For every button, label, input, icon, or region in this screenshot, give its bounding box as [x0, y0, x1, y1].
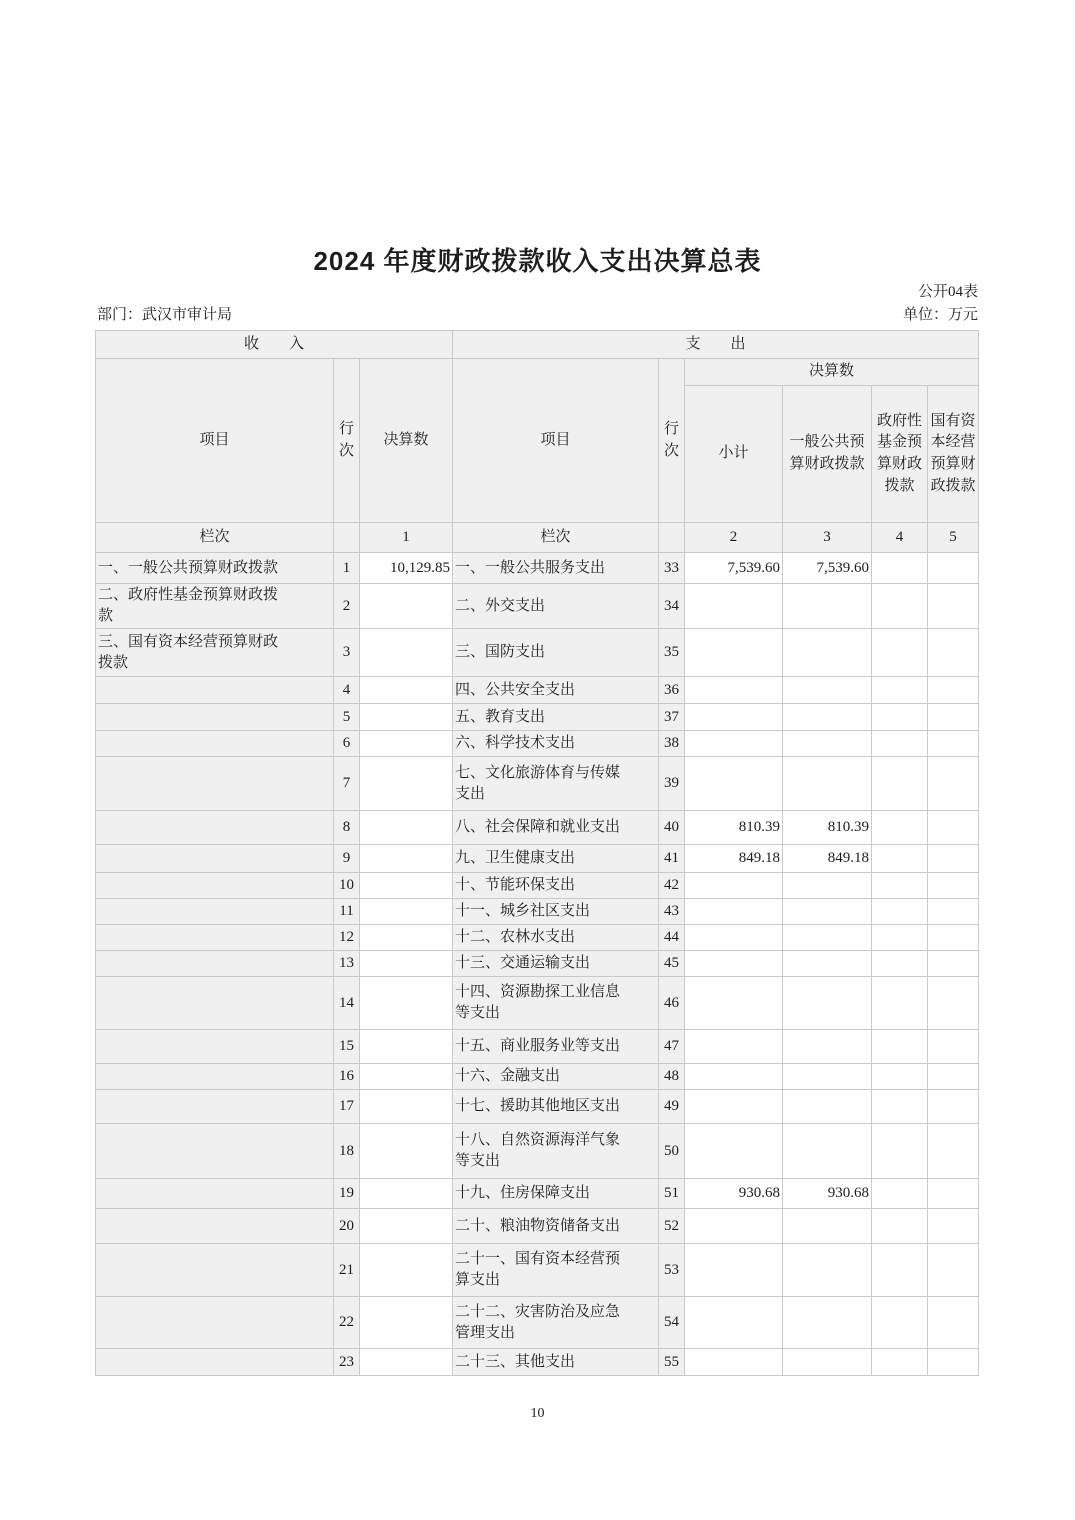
income-line-cell: 18 [334, 1124, 360, 1179]
expense-item-cell [453, 873, 659, 899]
income-value-cell [360, 731, 453, 757]
state-capital-value-cell [928, 1209, 979, 1244]
expense-line-cell: 42 [659, 873, 685, 899]
subtotal-value-cell [685, 925, 783, 951]
general-budget-value-cell: 930.68 [783, 1179, 872, 1209]
state-capital-value-cell [928, 1349, 979, 1376]
gov-fund-value-cell [872, 584, 928, 629]
general-budget-value-cell [783, 1349, 872, 1376]
expense-item-cell-text: 十一、城乡社区支出 [455, 903, 591, 920]
expense-index-label: 栏次 [453, 523, 659, 553]
table-row [96, 677, 979, 704]
income-item-cell [96, 629, 334, 677]
expense-item-cell-text: 十四、资源勘探工业信息等支出 [455, 984, 621, 1021]
expense-item-cell [453, 1030, 659, 1064]
expense-line-cell: 50 [659, 1124, 685, 1179]
income-item-cell [96, 1244, 334, 1297]
income-item-cell [96, 925, 334, 951]
income-value-cell [360, 811, 453, 845]
table-row [96, 584, 979, 629]
gov-fund-budget-header: 政府性基金预算财政拨款 [872, 386, 928, 523]
subtotal-value-cell [685, 1209, 783, 1244]
income-item-cell-text: 一、一般公共预算财政拨款 [98, 559, 279, 576]
expense-line-cell: 47 [659, 1030, 685, 1064]
income-line-cell: 17 [334, 1090, 360, 1124]
subtotal-value-cell [685, 704, 783, 731]
expense-line-cell: 52 [659, 1209, 685, 1244]
expense-group-header: 支 出 [453, 331, 979, 359]
state-capital-value-cell [928, 1179, 979, 1209]
table-row [96, 1244, 979, 1297]
expense-item-cell-text: 九、卫生健康支出 [455, 850, 576, 867]
table-row [96, 1209, 979, 1244]
state-capital-value-cell [928, 811, 979, 845]
income-value-cell [360, 1244, 453, 1297]
income-value-cell [360, 977, 453, 1030]
general-budget-value-cell [783, 584, 872, 629]
general-budget-value-cell [783, 1244, 872, 1297]
income-value-cell [360, 677, 453, 704]
state-capital-value-cell [928, 1090, 979, 1124]
gov-fund-value-cell [872, 977, 928, 1030]
expense-item-cell [453, 731, 659, 757]
general-budget-value-cell [783, 629, 872, 677]
subtotal-value-cell [685, 629, 783, 677]
expense-item-cell-text: 二十一、国有资本经营预算支出 [455, 1251, 621, 1288]
income-item-cell [96, 899, 334, 925]
gov-fund-value-cell [872, 1209, 928, 1244]
state-capital-value-cell [928, 899, 979, 925]
income-line-cell: 12 [334, 925, 360, 951]
table-row [96, 704, 979, 731]
gov-fund-value-cell [872, 1124, 928, 1179]
income-item-cell [96, 1030, 334, 1064]
income-value-cell [360, 1349, 453, 1376]
income-item-cell [96, 1124, 334, 1179]
expense-item-cell-text: 六、科学技术支出 [455, 735, 576, 752]
income-line-cell: 7 [334, 757, 360, 811]
general-col-index: 3 [783, 523, 872, 553]
expense-line-cell: 44 [659, 925, 685, 951]
income-line-cell: 23 [334, 1349, 360, 1376]
expense-item-cell [453, 629, 659, 677]
gov-fund-value-cell [872, 951, 928, 977]
expense-item-cell [453, 553, 659, 584]
gov-fund-value-cell [872, 1030, 928, 1064]
income-line-cell: 16 [334, 1064, 360, 1090]
general-budget-value-cell [783, 1090, 872, 1124]
expense-item-cell [453, 1209, 659, 1244]
state-capital-budget-header: 国有资本经营预算财政拨款 [928, 386, 979, 523]
expense-item-cell-text: 十六、金融支出 [455, 1068, 561, 1085]
table-row [96, 1090, 979, 1124]
expense-line-cell: 37 [659, 704, 685, 731]
income-item-cell [96, 1209, 334, 1244]
subtotal-value-cell [685, 1030, 783, 1064]
income-value-cell [360, 1064, 453, 1090]
income-value-cell [360, 1124, 453, 1179]
income-item-cell-text: 三、国有资本经营预算财政拨款 [98, 633, 279, 671]
income-value-cell [360, 873, 453, 899]
gov-fund-value-cell [872, 757, 928, 811]
expense-item-cell-text: 十二、农林水支出 [455, 929, 576, 946]
table-row [96, 1030, 979, 1064]
income-item-cell [96, 845, 334, 873]
income-value-cell [360, 1179, 453, 1209]
income-index-blank [334, 523, 360, 553]
income-item-cell [96, 704, 334, 731]
subtotal-value-cell [685, 1349, 783, 1376]
income-line-cell: 19 [334, 1179, 360, 1209]
income-line-cell: 5 [334, 704, 360, 731]
expense-item-cell-text: 二十二、灾害防治及应急管理支出 [455, 1303, 621, 1341]
state-capital-value-cell [928, 951, 979, 977]
income-item-cell [96, 1179, 334, 1209]
income-line-cell: 2 [334, 584, 360, 629]
income-group-header: 收 入 [96, 331, 453, 359]
state-capital-value-cell [928, 1064, 979, 1090]
final-group-header-row [96, 359, 979, 386]
expense-item-cell-text: 七、文化旅游体育与传媒支出 [455, 764, 621, 802]
income-col-index: 1 [360, 523, 453, 553]
expense-item-cell-text: 二十、粮油物资储备支出 [455, 1217, 621, 1234]
gov-fund-value-cell [872, 925, 928, 951]
income-item-cell [96, 873, 334, 899]
state-capital-value-cell [928, 845, 979, 873]
fund-col-index: 4 [872, 523, 928, 553]
table-row [96, 811, 979, 845]
expense-line-cell: 53 [659, 1244, 685, 1297]
income-line-cell: 1 [334, 553, 360, 584]
expense-item-cell-text: 十九、住房保障支出 [455, 1185, 591, 1202]
income-value-cell [360, 899, 453, 925]
state-capital-value-cell [928, 584, 979, 629]
income-item-cell [96, 584, 334, 629]
expense-item-cell-text: 三、国防支出 [455, 644, 546, 661]
income-line-cell: 3 [334, 629, 360, 677]
expense-line-cell: 41 [659, 845, 685, 873]
table-row [96, 1297, 979, 1349]
income-line-cell: 21 [334, 1244, 360, 1297]
expense-item-cell-text: 十七、援助其他地区支出 [455, 1098, 621, 1115]
income-line-cell: 13 [334, 951, 360, 977]
table-row [96, 951, 979, 977]
expense-line-cell: 35 [659, 629, 685, 677]
gov-fund-value-cell [872, 873, 928, 899]
subtotal-value-cell [685, 1064, 783, 1090]
gov-fund-value-cell [872, 1090, 928, 1124]
income-final-header: 决算数 [360, 359, 453, 523]
subtotal-value-cell: 810.39 [685, 811, 783, 845]
gov-fund-value-cell [872, 899, 928, 925]
subtotal-value-cell: 7,539.60 [685, 553, 783, 584]
expense-item-cell [453, 757, 659, 811]
general-budget-value-cell: 849.18 [783, 845, 872, 873]
general-budget-value-cell [783, 1124, 872, 1179]
expense-line-cell: 48 [659, 1064, 685, 1090]
subtotal-value-cell [685, 1297, 783, 1349]
general-budget-value-cell [783, 677, 872, 704]
income-item-cell [96, 977, 334, 1030]
income-value-cell [360, 951, 453, 977]
subtotal-value-cell [685, 731, 783, 757]
state-capital-value-cell [928, 1297, 979, 1349]
gov-fund-value-cell [872, 677, 928, 704]
gov-fund-value-cell [872, 811, 928, 845]
expense-item-cell [453, 845, 659, 873]
expense-item-cell-text: 十八、自然资源海洋气象等支出 [455, 1132, 621, 1169]
expense-line-cell: 36 [659, 677, 685, 704]
state-capital-value-cell [928, 977, 979, 1030]
capital-col-index: 5 [928, 523, 979, 553]
general-budget-value-cell [783, 1064, 872, 1090]
income-item-cell [96, 1349, 334, 1376]
income-value-cell [360, 845, 453, 873]
income-item-cell [96, 731, 334, 757]
table-row [96, 1064, 979, 1090]
subtotal-value-cell [685, 951, 783, 977]
income-item-cell [96, 757, 334, 811]
expense-item-cell [453, 951, 659, 977]
subtotal-value-cell [685, 977, 783, 1030]
subtotal-value-cell [685, 757, 783, 811]
income-item-header: 项目 [96, 359, 334, 523]
income-item-cell [96, 1090, 334, 1124]
subtotal-header: 小计 [685, 386, 783, 523]
state-capital-value-cell [928, 1124, 979, 1179]
table-row [96, 553, 979, 584]
income-line-cell: 10 [334, 873, 360, 899]
table-row [96, 977, 979, 1030]
expense-item-cell-text: 十、节能环保支出 [455, 877, 576, 894]
subtotal-value-cell [685, 873, 783, 899]
gov-fund-value-cell [872, 845, 928, 873]
gov-fund-value-cell [872, 1244, 928, 1297]
expense-line-cell: 54 [659, 1297, 685, 1349]
expense-line-cell: 45 [659, 951, 685, 977]
state-capital-value-cell [928, 1030, 979, 1064]
table-body [96, 553, 979, 1376]
table-row [96, 629, 979, 677]
state-capital-value-cell [928, 873, 979, 899]
expense-item-cell [453, 677, 659, 704]
expense-item-cell [453, 1179, 659, 1209]
expense-line-cell: 46 [659, 977, 685, 1030]
expense-line-cell: 49 [659, 1090, 685, 1124]
income-item-cell [96, 811, 334, 845]
expense-line-cell: 34 [659, 584, 685, 629]
income-line-cell: 22 [334, 1297, 360, 1349]
table-row [96, 1179, 979, 1209]
general-budget-value-cell [783, 873, 872, 899]
income-line-cell: 11 [334, 899, 360, 925]
gov-fund-value-cell [872, 1349, 928, 1376]
income-value-cell [360, 925, 453, 951]
gov-fund-value-cell [872, 1064, 928, 1090]
income-value-cell [360, 584, 453, 629]
gov-fund-value-cell [872, 553, 928, 584]
state-capital-value-cell [928, 704, 979, 731]
table-row [96, 925, 979, 951]
expense-line-cell: 40 [659, 811, 685, 845]
income-value-cell [360, 1297, 453, 1349]
expense-item-cell-text: 四、公共安全支出 [455, 681, 576, 698]
gov-fund-value-cell [872, 731, 928, 757]
column-index-row [96, 523, 979, 553]
table-row [96, 1349, 979, 1376]
general-budget-header: 一般公共预算财政拨款 [783, 386, 872, 523]
subtotal-value-cell [685, 1244, 783, 1297]
expense-item-cell [453, 584, 659, 629]
general-budget-value-cell [783, 1030, 872, 1064]
table-row [96, 757, 979, 811]
subtotal-value-cell [685, 677, 783, 704]
income-line-cell: 20 [334, 1209, 360, 1244]
income-item-cell [96, 1297, 334, 1349]
budget-table [95, 330, 979, 1376]
subtotal-value-cell: 930.68 [685, 1179, 783, 1209]
income-line-cell: 6 [334, 731, 360, 757]
gov-fund-value-cell [872, 629, 928, 677]
income-line-no-header: 行次 [334, 359, 360, 523]
expense-item-cell [453, 1244, 659, 1297]
expense-line-cell: 55 [659, 1349, 685, 1376]
general-budget-value-cell [783, 731, 872, 757]
general-budget-value-cell [783, 899, 872, 925]
table-row [96, 873, 979, 899]
subtotal-value-cell [685, 899, 783, 925]
income-line-cell: 15 [334, 1030, 360, 1064]
income-item-cell [96, 951, 334, 977]
expense-item-cell [453, 1297, 659, 1349]
expense-item-cell-text: 五、教育支出 [455, 708, 546, 725]
income-value-cell: 10,129.85 [360, 553, 453, 584]
state-capital-value-cell [928, 629, 979, 677]
expense-item-cell [453, 1124, 659, 1179]
expense-line-cell: 51 [659, 1179, 685, 1209]
department-label: 部门：武汉市审计局 [97, 307, 233, 323]
expense-item-cell [453, 704, 659, 731]
income-line-cell: 8 [334, 811, 360, 845]
table-header [96, 331, 979, 553]
state-capital-value-cell [928, 677, 979, 704]
expense-item-cell [453, 1349, 659, 1376]
income-line-cell: 14 [334, 977, 360, 1030]
state-capital-value-cell [928, 553, 979, 584]
expense-index-blank [659, 523, 685, 553]
state-capital-value-cell [928, 757, 979, 811]
expense-item-cell [453, 899, 659, 925]
income-value-cell [360, 757, 453, 811]
expense-item-cell-text: 二、外交支出 [455, 597, 546, 614]
gov-fund-value-cell [872, 704, 928, 731]
table-row [96, 1124, 979, 1179]
expense-item-cell-text: 十三、交通运输支出 [455, 955, 591, 972]
general-budget-value-cell: 810.39 [783, 811, 872, 845]
expense-item-header: 项目 [453, 359, 659, 523]
general-budget-value-cell: 7,539.60 [783, 553, 872, 584]
table-row [96, 845, 979, 873]
income-value-cell [360, 1090, 453, 1124]
general-budget-value-cell [783, 704, 872, 731]
expense-item-cell-text: 十五、商业服务业等支出 [455, 1038, 621, 1055]
expense-item-cell [453, 1064, 659, 1090]
expense-item-cell-text: 八、社会保障和就业支出 [455, 819, 621, 836]
expense-item-cell [453, 977, 659, 1030]
state-capital-value-cell [928, 731, 979, 757]
income-item-cell [96, 1064, 334, 1090]
income-item-cell [96, 553, 334, 584]
table-row [96, 731, 979, 757]
state-capital-value-cell [928, 1244, 979, 1297]
income-value-cell [360, 1209, 453, 1244]
expense-line-cell: 43 [659, 899, 685, 925]
subtotal-col-index: 2 [685, 523, 783, 553]
expense-line-no-header: 行次 [659, 359, 685, 523]
income-value-cell [360, 1030, 453, 1064]
expense-line-cell: 39 [659, 757, 685, 811]
state-capital-value-cell [928, 925, 979, 951]
subtotal-value-cell [685, 584, 783, 629]
expense-item-cell [453, 811, 659, 845]
expense-line-cell: 38 [659, 731, 685, 757]
general-budget-value-cell [783, 925, 872, 951]
income-line-cell: 4 [334, 677, 360, 704]
income-line-cell: 9 [334, 845, 360, 873]
income-item-cell-text: 二、政府性基金预算财政拨款 [98, 587, 279, 624]
page-number: 10 [530, 1406, 545, 1421]
document-title: 2024 年度财政拨款收入支出决算总表 [313, 246, 762, 276]
group-header-row [96, 331, 979, 359]
final-group-header: 决算数 [685, 359, 979, 386]
expense-item-cell [453, 1090, 659, 1124]
gov-fund-value-cell [872, 1179, 928, 1209]
subtotal-value-cell [685, 1090, 783, 1124]
subtotal-value-cell [685, 1124, 783, 1179]
income-index-label: 栏次 [96, 523, 334, 553]
unit-label: 单位：万元 [902, 307, 978, 323]
general-budget-value-cell [783, 977, 872, 1030]
income-item-cell [96, 677, 334, 704]
expense-line-cell: 33 [659, 553, 685, 584]
general-budget-value-cell [783, 1209, 872, 1244]
table-row [96, 899, 979, 925]
gov-fund-value-cell [872, 1297, 928, 1349]
general-budget-value-cell [783, 951, 872, 977]
table-code-label: 公开04表 [917, 284, 978, 300]
expense-item-cell-text: 一、一般公共服务支出 [455, 559, 606, 576]
subtotal-value-cell: 849.18 [685, 845, 783, 873]
general-budget-value-cell [783, 1297, 872, 1349]
general-budget-value-cell [783, 757, 872, 811]
expense-item-cell [453, 925, 659, 951]
income-value-cell [360, 704, 453, 731]
income-value-cell [360, 629, 453, 677]
expense-item-cell-text: 二十三、其他支出 [455, 1353, 576, 1370]
